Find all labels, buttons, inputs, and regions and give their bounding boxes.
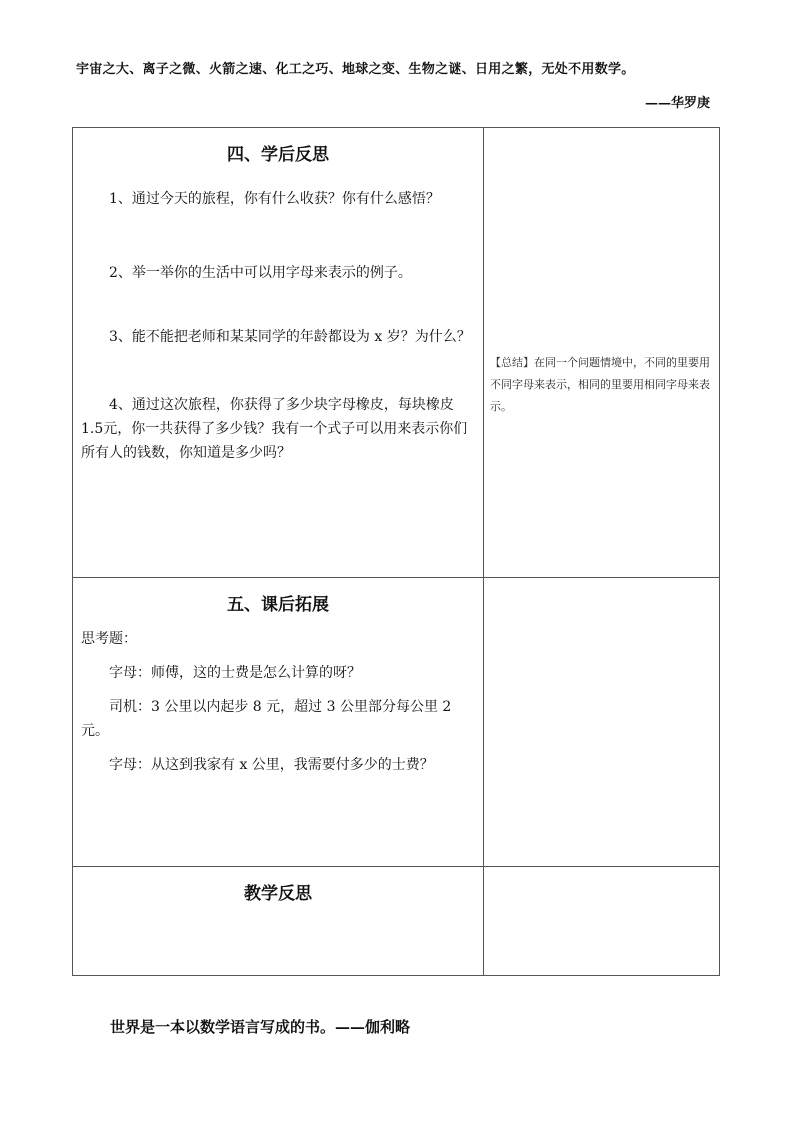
header-quote: 宇宙之大、离子之微、火箭之速、化工之巧、地球之变、生物之谜、日用之繁，无处不用数学。	[76, 62, 635, 77]
reflection-question-4: 4、通过这次旅程，你获得了多少块字母橡皮，每块橡皮 1.5元，你一共获得了多少钱？我有一个式子可以用来表示你们所有人的钱数，你知道是多少吗？	[81, 397, 468, 461]
section-extension-main	[73, 578, 484, 867]
header-quote-author: ——华罗庚	[644, 96, 710, 111]
section-teaching-reflection-title: 教学反思	[244, 884, 312, 904]
extension-dialogue-1: 字母：师傅，这的士费是怎么计算的呀？	[109, 665, 361, 681]
worksheet-table	[72, 127, 720, 976]
footer-quote: 世界是一本以数学语言写成的书。——伽利略	[110, 1018, 411, 1036]
reflection-question-3: 3、能不能把老师和某某同学的年龄都设为 x 岁？为什么？	[109, 329, 471, 345]
extension-dialogue-2: 司机：3 公里以内起步 8 元，超过 3 公里部分每公里 2元。	[81, 699, 452, 739]
section-extension-notes	[484, 578, 720, 867]
extension-dialogue-3: 字母：从这到我家有 x 公里，我需要付多少的士费？	[109, 757, 434, 773]
section-reflection-title: 四、学后反思	[227, 145, 329, 165]
section-reflection-row	[73, 128, 720, 578]
reflection-question-1: 1、通过今天的旅程，你有什么收获？你有什么感悟？	[109, 191, 440, 207]
section-teaching-reflection-row	[73, 867, 720, 976]
section-extension-row	[73, 578, 720, 867]
extension-intro: 思考题：	[81, 631, 137, 647]
summary-note-text: 在同一个问题情境中，不同的里要用不同字母来表示，相同的里要用相同字母来表示。	[490, 356, 710, 413]
summary-note-tag: 【总结】	[490, 356, 534, 369]
section-reflection-notes	[484, 128, 720, 578]
reflection-question-2: 2、举一举你的生活中可以用字母来表示的例子。	[109, 265, 412, 281]
section-reflection-main	[73, 128, 484, 578]
section-teaching-reflection-notes	[484, 867, 720, 976]
section-teaching-reflection-main	[73, 867, 484, 976]
summary-note	[490, 352, 710, 418]
section-extension-title: 五、课后拓展	[227, 595, 329, 615]
